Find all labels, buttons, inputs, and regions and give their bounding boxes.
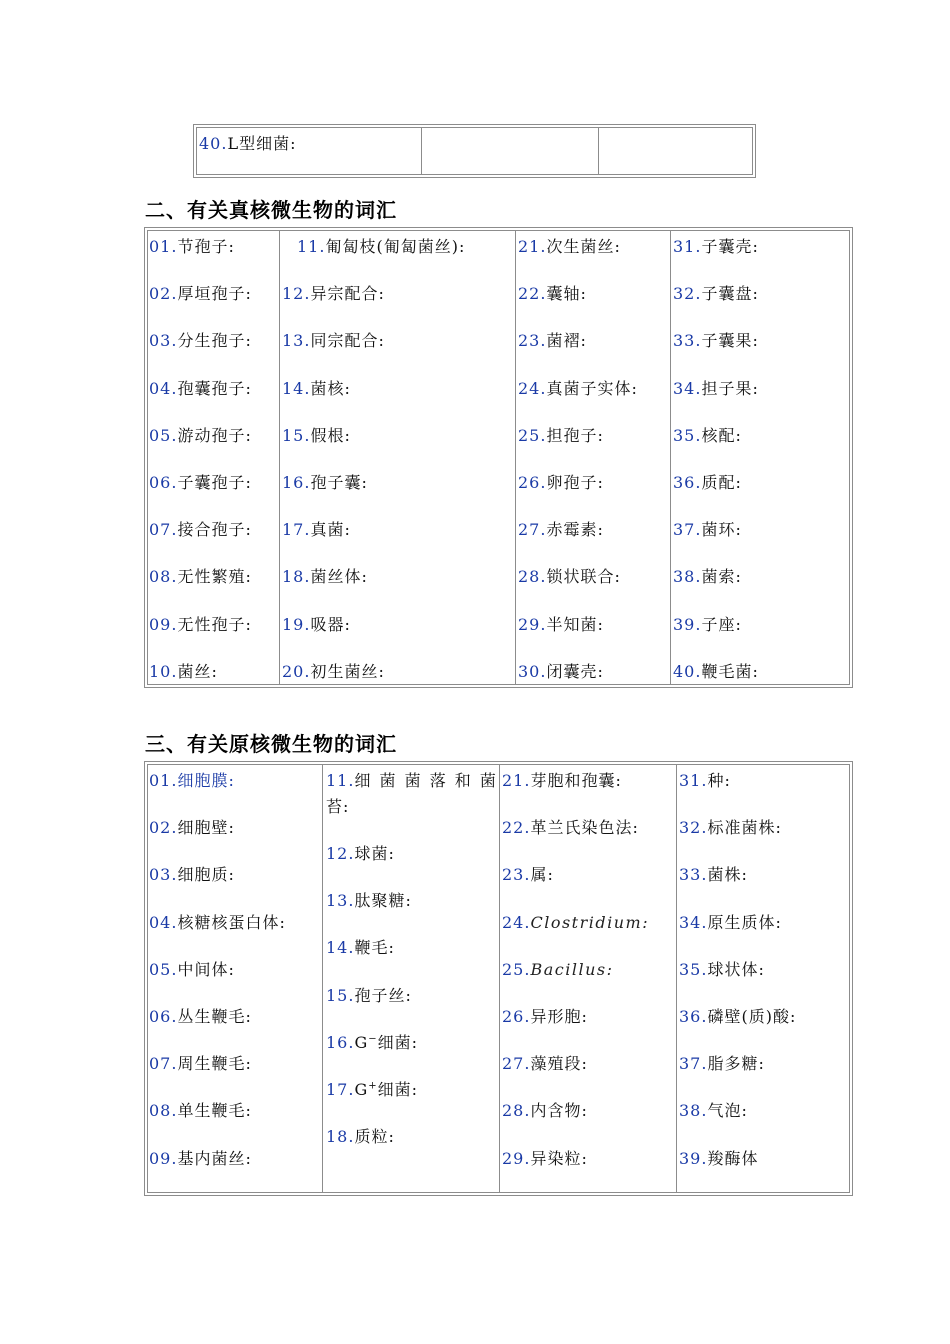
- item-term: L型细菌:: [227, 134, 297, 153]
- item-term: 原生质体:: [707, 912, 782, 932]
- term-02: [149, 284, 252, 304]
- item-number: 07.: [149, 520, 178, 540]
- item-term: 磷壁(质)酸:: [707, 1007, 797, 1026]
- item-number: 11.: [326, 771, 355, 790]
- item-term: 菌环:: [701, 520, 742, 540]
- item-term: 细 菌 菌 落 和 菌: [354, 771, 498, 790]
- item-number: 26.: [518, 473, 547, 492]
- term-38: [673, 567, 742, 587]
- column-divider: [322, 764, 323, 1193]
- term-14: [282, 379, 351, 399]
- item-number: 09.: [149, 1148, 178, 1168]
- item-term: 分生孢子:: [177, 331, 252, 351]
- item-term: 种:: [707, 771, 731, 790]
- item-term: 异染粒:: [530, 1148, 588, 1168]
- term-35: [679, 960, 765, 980]
- item-term: 子囊果:: [701, 331, 759, 351]
- eukaryotic-terms-table: [144, 227, 853, 688]
- item-term: 菌株:: [707, 865, 748, 885]
- item-term: 担子果:: [701, 378, 759, 398]
- item-number: 30.: [518, 661, 547, 681]
- gram-letter: G: [354, 1080, 369, 1099]
- item-term: 厚垣孢子:: [177, 284, 252, 304]
- item-term: 革兰氏染色法:: [530, 818, 639, 838]
- item-term: 核糖核蛋白体:: [177, 912, 286, 932]
- item-term: 细胞壁:: [177, 818, 235, 838]
- item-term: 吸器:: [310, 614, 351, 634]
- item-term: 孢子丝:: [354, 985, 412, 1005]
- item-term: 细菌:: [377, 1080, 419, 1099]
- item-term-continued: 苔:: [326, 797, 350, 816]
- column-divider: [499, 764, 500, 1193]
- item-term: 异形胞:: [530, 1007, 588, 1026]
- term-08: [149, 567, 252, 587]
- term-11: [326, 771, 498, 791]
- item-term: 匍匐枝(匍匐菌丝):: [325, 237, 466, 256]
- item-term: 单生鞭毛:: [177, 1101, 252, 1121]
- item-term: 卵孢子:: [546, 473, 604, 492]
- item-number: 10.: [149, 661, 178, 681]
- item-number: 15.: [282, 425, 311, 445]
- prokaryotic-terms-table: [144, 761, 853, 1196]
- term-33: [673, 331, 759, 351]
- term-37: [679, 1054, 765, 1074]
- item-number: 02.: [149, 818, 178, 838]
- item-number: 14.: [282, 378, 311, 398]
- term-29: [518, 615, 604, 635]
- term-06: [149, 473, 252, 493]
- item-number: 40.: [673, 661, 702, 681]
- term-02: [149, 818, 235, 838]
- item-term: 丛生鞭毛:: [177, 1007, 252, 1026]
- item-number: 39.: [679, 1148, 708, 1168]
- term-05: [149, 426, 252, 446]
- term-36: [679, 1007, 796, 1027]
- term-28: [518, 567, 621, 587]
- term-23: [518, 331, 587, 351]
- item-number: 28.: [518, 567, 547, 587]
- term-10: [149, 662, 218, 682]
- item-number: 04.: [149, 378, 178, 398]
- item-term: 球菌:: [354, 844, 395, 863]
- item-number: 20.: [282, 661, 311, 681]
- item-number: 24.: [518, 378, 547, 398]
- item-term: 周生鞭毛:: [177, 1054, 252, 1074]
- term-39: [679, 1149, 758, 1169]
- term-32: [679, 818, 782, 838]
- item-number: 35.: [679, 959, 708, 979]
- term-13: [326, 891, 412, 911]
- item-number: 29.: [518, 614, 547, 634]
- item-number: 17.: [326, 1080, 355, 1099]
- term-14: [326, 938, 395, 958]
- term-12: [326, 844, 395, 864]
- item-number: 01.: [149, 237, 178, 256]
- item-term: 菌索:: [701, 567, 742, 587]
- item-number: 21.: [518, 237, 547, 256]
- term-36: [673, 473, 742, 493]
- item-term: 子座:: [701, 614, 742, 634]
- item-term: 半知菌:: [546, 614, 604, 634]
- term-37: [673, 520, 742, 540]
- term-25: [518, 426, 604, 446]
- item-term: 藻殖段:: [530, 1054, 588, 1074]
- item-term: 菌丝:: [177, 661, 218, 681]
- term-22: [518, 284, 587, 304]
- section-heading-prokaryotic: 三、有关原核微生物的词汇: [145, 732, 397, 756]
- item-term: 芽胞和孢囊:: [530, 771, 622, 790]
- item-term: 无性孢子:: [177, 614, 252, 634]
- item-number: 22.: [502, 818, 531, 838]
- term-21: [502, 771, 622, 791]
- term-35: [673, 426, 742, 446]
- item-term: 锁状联合:: [546, 567, 621, 587]
- term-34: [673, 379, 759, 399]
- item-number: 23.: [518, 331, 547, 351]
- term-31: [679, 771, 731, 791]
- item-term: 脂多糖:: [707, 1054, 765, 1074]
- item-term: 囊轴:: [546, 284, 587, 304]
- item-number: 26.: [502, 1007, 531, 1026]
- column-divider: [670, 230, 671, 685]
- item-number: 18.: [326, 1127, 355, 1146]
- item-number: 08.: [149, 1101, 178, 1121]
- item-term: 球状体:: [707, 959, 765, 979]
- item-term: 细胞膜:: [177, 771, 235, 790]
- item-term: 细胞质:: [177, 865, 235, 885]
- item-term: 初生菌丝:: [310, 661, 385, 681]
- item-term: 无性繁殖:: [177, 567, 252, 587]
- item-number: 37.: [673, 520, 702, 540]
- item-term: 肽聚糖:: [354, 891, 412, 911]
- item-number: 14.: [326, 938, 355, 958]
- item-number: 31.: [679, 771, 708, 790]
- item-number: 33.: [679, 865, 708, 885]
- item-number: 32.: [673, 284, 702, 304]
- item-term: 真菌:: [310, 520, 351, 540]
- item-term: 同宗配合:: [310, 331, 385, 351]
- top-table-item-40: [199, 134, 296, 154]
- term-25: [502, 960, 613, 980]
- item-term: 次生菌丝:: [546, 237, 621, 256]
- term-03: [149, 331, 252, 351]
- item-term: 鞭毛:: [354, 938, 395, 958]
- item-term: 真菌子实体:: [546, 378, 638, 398]
- item-number: 04.: [149, 912, 178, 932]
- item-term: 属:: [530, 865, 554, 885]
- item-number: 13.: [326, 891, 355, 911]
- term-06: [149, 1007, 252, 1027]
- item-number: 01.: [149, 771, 178, 790]
- item-number: 06.: [149, 1007, 178, 1026]
- term-33: [679, 865, 748, 885]
- term-18: [326, 1127, 395, 1147]
- term-15: [282, 426, 351, 446]
- item-number: 27.: [502, 1054, 531, 1074]
- item-term: 内含物:: [530, 1101, 588, 1121]
- top-table-divider: [421, 127, 422, 175]
- term-16: [326, 1033, 418, 1053]
- term-09: [149, 1149, 252, 1169]
- item-number: 31.: [673, 237, 702, 256]
- column-divider: [279, 230, 280, 685]
- item-number: 35.: [673, 425, 702, 445]
- item-number: 03.: [149, 331, 178, 351]
- term-21: [518, 237, 621, 257]
- term-07: [149, 1054, 252, 1074]
- term-01: [149, 237, 235, 257]
- item-term: 菌丝体:: [310, 567, 368, 587]
- item-number: 12.: [326, 844, 355, 863]
- item-number: 09.: [149, 614, 178, 634]
- item-number: 25.: [518, 425, 547, 445]
- item-number: 11.: [297, 237, 326, 256]
- term-40: [673, 662, 759, 682]
- item-number: 36.: [673, 473, 702, 492]
- item-number: 28.: [502, 1101, 531, 1121]
- item-term: 细菌:: [377, 1033, 419, 1052]
- item-term: 羧酶体: [707, 1148, 759, 1168]
- item-term: 基内菌丝:: [177, 1148, 252, 1168]
- term-17: [282, 520, 351, 540]
- term-38: [679, 1101, 748, 1121]
- term-29: [502, 1149, 588, 1169]
- term-30: [518, 662, 604, 682]
- term-28: [502, 1101, 588, 1121]
- term-01: [149, 771, 235, 791]
- item-number: 34.: [673, 378, 702, 398]
- term-07: [149, 520, 252, 540]
- item-term: 闭囊壳:: [546, 661, 604, 681]
- item-number: 38.: [679, 1101, 708, 1121]
- item-term: 担孢子:: [546, 425, 604, 445]
- section-heading-eukaryotic: 二、有关真核微生物的词汇: [145, 198, 397, 222]
- term-24: [518, 379, 638, 399]
- term-05: [149, 960, 235, 980]
- term-18: [282, 567, 368, 587]
- term-04: [149, 913, 286, 933]
- term-13: [282, 331, 385, 351]
- top-table-divider: [598, 127, 599, 175]
- term-24: [502, 913, 649, 933]
- item-number: 37.: [679, 1054, 708, 1074]
- column-divider: [515, 230, 516, 685]
- item-number: 05.: [149, 425, 178, 445]
- item-number: 27.: [518, 520, 547, 540]
- item-term: 子囊壳:: [701, 237, 759, 256]
- item-number: 36.: [679, 1007, 708, 1026]
- item-number: 02.: [149, 284, 178, 304]
- item-number: 06.: [149, 473, 178, 492]
- term-11: [297, 237, 465, 257]
- item-number: 16.: [282, 473, 311, 492]
- item-number: 08.: [149, 567, 178, 587]
- item-number: 18.: [282, 567, 311, 587]
- term-27: [502, 1054, 588, 1074]
- term-20: [282, 662, 385, 682]
- term-09: [149, 615, 252, 635]
- item-term: 标准菌株:: [707, 818, 782, 838]
- gram-letter: G: [354, 1033, 369, 1052]
- item-term: 菌核:: [310, 378, 351, 398]
- item-term: Bacillus:: [530, 959, 614, 979]
- top-table: [193, 124, 756, 178]
- term-12: [282, 284, 385, 304]
- item-term: 质粒:: [354, 1127, 395, 1146]
- item-number: 23.: [502, 865, 531, 885]
- term-23: [502, 865, 554, 885]
- term-31: [673, 237, 759, 257]
- item-number: 05.: [149, 959, 178, 979]
- item-number: 21.: [502, 771, 531, 790]
- item-term: 赤霉素:: [546, 520, 604, 540]
- item-number: 25.: [502, 959, 531, 979]
- item-term: 质配:: [701, 473, 742, 492]
- gram-sign: −: [368, 1033, 378, 1045]
- item-term: 子囊盘:: [701, 284, 759, 304]
- item-number: 33.: [673, 331, 702, 351]
- item-term: 接合孢子:: [177, 520, 252, 540]
- item-term: 气泡:: [707, 1101, 748, 1121]
- item-number: 12.: [282, 284, 311, 304]
- term-39: [673, 615, 742, 635]
- term-27: [518, 520, 604, 540]
- item-number: 15.: [326, 985, 355, 1005]
- item-term: 核配:: [701, 425, 742, 445]
- item-term: 假根:: [310, 425, 351, 445]
- item-number: 03.: [149, 865, 178, 885]
- gram-sign: +: [368, 1080, 378, 1092]
- item-term: 游动孢子:: [177, 425, 252, 445]
- term-17: [326, 1080, 418, 1100]
- column-divider: [676, 764, 677, 1193]
- item-term: 鞭毛菌:: [701, 661, 759, 681]
- item-number: 34.: [679, 912, 708, 932]
- item-term: 孢子囊:: [310, 473, 368, 492]
- item-number: 19.: [282, 614, 311, 634]
- term-19: [282, 615, 351, 635]
- item-term: 异宗配合:: [310, 284, 385, 304]
- term-11-continued: [326, 797, 349, 817]
- item-term: Clostridium:: [530, 912, 650, 932]
- item-number: 24.: [502, 912, 531, 932]
- term-08: [149, 1101, 252, 1121]
- item-number: 29.: [502, 1148, 531, 1168]
- term-04: [149, 379, 252, 399]
- item-number: 39.: [673, 614, 702, 634]
- item-term: 子囊孢子:: [177, 473, 252, 492]
- term-34: [679, 913, 782, 933]
- item-term: 孢囊孢子:: [177, 378, 252, 398]
- item-number: 22.: [518, 284, 547, 304]
- term-16: [282, 473, 368, 493]
- term-03: [149, 865, 235, 885]
- term-26: [502, 1007, 588, 1027]
- term-26: [518, 473, 604, 493]
- term-22: [502, 818, 639, 838]
- item-term: 节孢子:: [177, 237, 235, 256]
- item-number: 07.: [149, 1054, 178, 1074]
- item-term: 菌褶:: [546, 331, 587, 351]
- term-32: [673, 284, 759, 304]
- item-number: 40.: [199, 134, 228, 153]
- item-term: 中间体:: [177, 959, 235, 979]
- term-15: [326, 986, 412, 1006]
- item-number: 13.: [282, 331, 311, 351]
- item-number: 32.: [679, 818, 708, 838]
- item-number: 38.: [673, 567, 702, 587]
- item-number: 16.: [326, 1033, 355, 1052]
- item-number: 17.: [282, 520, 311, 540]
